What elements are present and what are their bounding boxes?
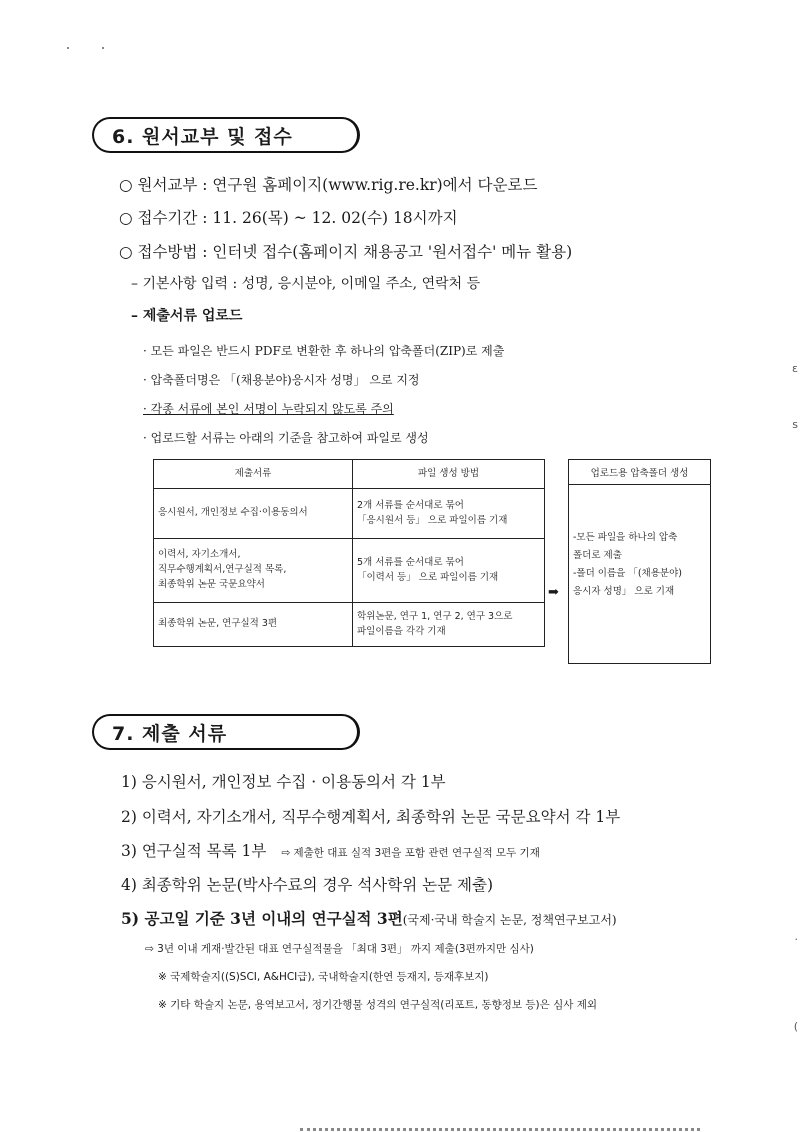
table-cell-docs: 이력서, 자기소개서, 직무수행계획서,연구실적 목록, 최종학위 논문 국문요약서 [154,539,353,603]
table-cell-method: 2개 서류를 순서대로 묶어 「응시원서 등」 으로 파일이름 기재 [353,489,545,539]
table-row [154,539,545,603]
edge-mark: ε [792,362,798,375]
zip-folder-header: 업로드용 압축폴더 생성 [569,460,710,485]
doc-item-1: 1) 응시원서, 개인정보 수집 · 이용동의서 각 1부 [121,773,446,791]
doc-item-3-note: ⇨ 제출한 대표 실적 3편을 포함 관련 연구실적 모두 기재 [281,847,540,859]
scan-speck [102,47,104,49]
file-creation-table [153,459,545,647]
cut-off-footer-text [300,1124,700,1132]
edge-mark: . [794,930,798,943]
table-row [154,489,545,539]
doc-note-recent: ⇨ 3년 이내 게재·발간된 대표 연구실적물을 「최대 3편」 까지 제출(3편까지만 심사) [145,943,534,955]
table-header-row [154,460,545,489]
doc-item-2: 2) 이력서, 자기소개서, 직무수행계획서, 최종학위 논문 국문요약서 각 1부 [121,808,621,826]
doc-item-5-note: (국제·국내 학술지 논문, 정책연구보고서) [402,913,617,927]
sub-item-basic-info: – 기본사항 입력 : 성명, 응시분야, 이메일 주소, 연락처 등 [131,276,481,292]
section-7-title: 7. 제출 서류 [92,714,360,750]
doc-item-3: 3) 연구실적 목록 1부 ⇨ 제출한 대표 실적 3편을 포함 관련 연구실적 모두 기재 [121,842,540,860]
list-item-application-period: ○ 접수기간 : 11. 26(목) ~ 12. 02(수) 18시까지 [119,209,458,227]
table-row [154,603,545,647]
zip-folder-box [568,459,711,664]
scan-speck [67,47,69,49]
table-cell-docs: 최종학위 논문, 연구실적 3편 [154,603,353,647]
doc-item-5: 5) 공고일 기준 3년 이내의 연구실적 3편(국제·국내 학술지 논문, 정책연구보고서) [121,909,617,928]
table-header-cell: 파일 생성 방법 [353,460,545,489]
upload-note-pdf: · 모든 파일은 반드시 PDF로 변환한 후 하나의 압축폴더(ZIP)로 제출 [143,344,505,358]
upload-note-criteria: · 업로드할 서류는 아래의 기준을 참고하여 파일로 생성 [143,431,429,445]
section-6-title: 6. 원서교부 및 접수 [92,117,360,153]
zip-folder-body: -모든 파일을 하나의 압축 폴더로 제출 -폴더 이름을 「(채용분야) 응시자 성명」 으로 기재 [573,532,682,598]
upload-note-folder-name: · 압축폴더명은 「(채용분야)응시자 성명」 으로 지정 [143,373,420,387]
list-item-application-distribution: ○ 원서교부 : 연구원 홈페이지(www.rig.re.kr)에서 다운로드 [119,176,538,194]
right-arrow-icon: ➡ [548,585,559,600]
table-header-cell: 제출서류 [154,460,353,489]
sub-item-upload: – 제출서류 업로드 [131,308,243,324]
table-cell-method: 5개 서류를 순서대로 묶어 「이력서 등」 으로 파일이름 기재 [353,539,545,603]
doc-item-4: 4) 최종학위 논문(박사수료의 경우 석사학위 논문 제출) [121,876,493,894]
table-cell-method: 학위논문, 연구 1, 연구 2, 연구 3으로 파일이름을 각각 기재 [353,603,545,647]
edge-mark: ( [793,1020,798,1033]
list-item-application-method: ○ 접수방법 : 인터넷 접수(홈페이지 채용공고 '원서접수' 메뉴 활용) [119,243,573,261]
table-cell-docs: 응시원서, 개인정보 수집·이용동의서 [154,489,353,539]
edge-mark: s [792,418,798,431]
doc-note-excluded: ※ 기타 학술지 논문, 용역보고서, 정기간행물 성격의 연구실적(리포트, 동향정보 등)은 심사 제외 [158,999,598,1011]
doc-note-journals: ※ 국제학술지((S)SCI, A&HCI급), 국내학술지(한연 등재지, 등재후보지) [158,971,489,983]
upload-note-signature: · 각종 서류에 본인 서명이 누락되지 않도록 주의 [143,402,394,416]
